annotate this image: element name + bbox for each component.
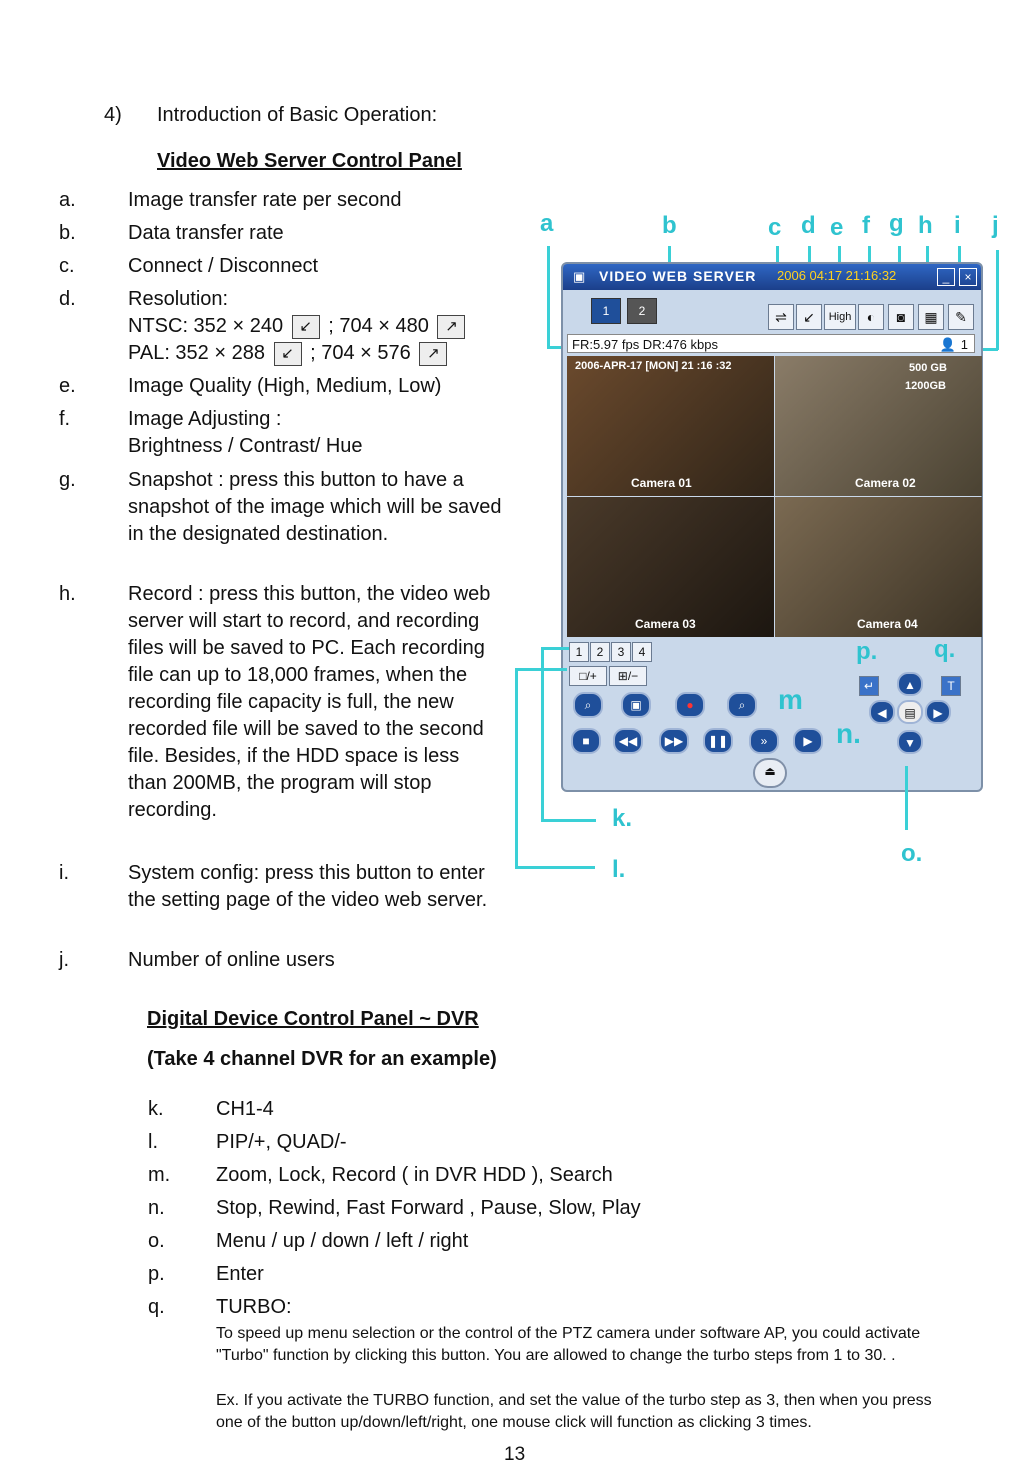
camera-label: Camera 02 [855, 476, 916, 490]
menu-button[interactable] [897, 700, 923, 724]
eject-icon: ⏏ [764, 764, 776, 778]
camera-view-3[interactable] [567, 497, 774, 637]
eject-button[interactable] [753, 758, 787, 788]
dvr-item-o-text: Menu / up / down / left / right [216, 1230, 469, 1252]
ntsc-w2: ; 704 [328, 315, 373, 337]
item-h-text: Record : press this button, the video web server will start to record, and recording files will be saved to PC. Each recording file can up to 18,000 frames, when the recording file capacity is full, the new recorded file will be saved to the second file. Besides, if the HDD space is less than 200MB, the program will stop recording. [128, 583, 491, 821]
down-button[interactable] [897, 730, 923, 754]
dvr-item-p-label: p. [148, 1263, 165, 1285]
hdd-capacity-1: 500 GB [909, 362, 947, 374]
item-f-sub: Brightness / Contrast/ Hue [128, 435, 363, 457]
dvr-item-k-label: k. [148, 1098, 164, 1120]
snapshot-button[interactable] [888, 304, 914, 330]
ch-2-button[interactable]: 2 [590, 642, 610, 662]
up-button[interactable] [897, 672, 923, 696]
callout-line-k-top [541, 647, 569, 650]
rate-readout: FR:5.97 fps DR:476 kbps [572, 337, 718, 352]
dvr-item-q-label: q. [148, 1296, 165, 1318]
callout-h: h [918, 212, 933, 239]
left-icon: ◀ [877, 706, 887, 720]
view-tab-1[interactable]: 1 [591, 298, 621, 324]
pal-label: PAL: 352 [128, 342, 209, 364]
right-icon: ▶ [933, 706, 943, 720]
callout-b: b [662, 212, 677, 239]
item-c-label: c. [59, 255, 75, 277]
times-sign: × [378, 315, 390, 337]
camera-icon: ◙ [896, 309, 906, 325]
ch-4-button[interactable]: 4 [632, 642, 652, 662]
date-overlay: 2006-APR-17 [MON] 21 :16 :32 [575, 360, 732, 372]
callout-line-j [996, 250, 999, 350]
rewind-icon: ◀◀ [618, 734, 638, 748]
callout-q: q. [934, 636, 956, 663]
callout-line-o [905, 766, 908, 830]
item-b-text: Data transfer rate [128, 222, 284, 244]
turbo-icon: T [947, 679, 955, 693]
dvr-item-n-text: Stop, Rewind, Fast Forward , Pause, Slow, Play [216, 1197, 641, 1219]
callout-e: e [830, 214, 844, 241]
callout-line-a [547, 246, 550, 348]
expand-icon: ↗ [419, 342, 447, 366]
item-g-label: g. [59, 469, 76, 491]
lock-icon: ▣ [630, 698, 642, 712]
video-web-server-window [561, 262, 983, 792]
dvr-item-q-text: TURBO: [216, 1296, 292, 1318]
callout-m: m [778, 684, 803, 715]
ch-3-button[interactable]: 3 [611, 642, 631, 662]
contrast-icon: ◐ [866, 309, 876, 325]
item-b-label: b. [59, 222, 76, 244]
callout-l: l. [612, 856, 626, 883]
film-icon: ▦ [924, 309, 938, 325]
dvr-item-p-text: Enter [216, 1263, 264, 1285]
stop-icon: ■ [582, 734, 590, 748]
play-icon: ▶ [803, 734, 813, 748]
callout-p: p. [856, 638, 878, 665]
online-users: 1 [960, 337, 968, 352]
item-a-label: a. [59, 189, 76, 211]
clock: 2006 04:17 21:16:32 [777, 268, 897, 283]
camera-view-2[interactable] [775, 356, 982, 496]
enter-icon: ↵ [863, 679, 875, 693]
callout-line-k-h [541, 819, 596, 822]
hdd-capacity-2: 1200GB [905, 380, 946, 392]
times-sign: × [360, 342, 372, 364]
turbo-example: Ex. If you activate the TURBO function, and set the value of the turbo step as 3, then when you press one of the button up/down/left/right, one mouse click will function as clicking 3 times. [216, 1392, 932, 1431]
turbo-description: To speed up menu selection or the control of the PTZ camera under software AP, you could activate "Turbo" function by clicking this button. You are allowed to change the turbo steps from 1 to 30. . [216, 1325, 921, 1364]
item-d-text: Resolution: [128, 288, 229, 310]
ntsc-line [128, 313, 468, 340]
item-a-text: Image transfer rate per second [128, 189, 402, 211]
camera-label: Camera 04 [857, 617, 918, 631]
item-d-label: d. [59, 288, 76, 310]
camera-view-4[interactable] [775, 497, 982, 637]
ntsc-h2: 480 [395, 315, 429, 337]
callout-line-l-top [515, 668, 567, 671]
callout-a: a [540, 210, 554, 237]
callout-o: o. [901, 840, 923, 867]
item-f-text: Image Adjusting : [128, 408, 282, 430]
callout-line-k [541, 647, 544, 821]
times-sign: × [232, 315, 245, 337]
slow-icon: » [760, 734, 768, 748]
pal-line [128, 340, 450, 367]
connect-button[interactable] [768, 304, 794, 330]
camera-view-1[interactable] [567, 356, 774, 496]
page-number: 13 [504, 1444, 526, 1465]
item-e-text: Image Quality (High, Medium, Low) [128, 375, 442, 397]
item-e-label: e. [59, 375, 76, 397]
resolution-button[interactable] [796, 304, 822, 330]
resolution-icon: ↙ [803, 309, 815, 325]
status-bar [567, 334, 975, 353]
direction-pad [867, 670, 951, 754]
dvr-item-k-text: CH1-4 [216, 1098, 274, 1120]
dvr-heading: Digital Device Control Panel ~ DVR [147, 1008, 479, 1030]
section-number: 4) [104, 104, 122, 126]
close-button[interactable]: × [959, 268, 977, 286]
adjust-button[interactable] [858, 304, 884, 330]
record-icon: ● [686, 698, 694, 712]
down-icon: ▼ [904, 736, 916, 750]
camera-label: Camera 03 [635, 617, 696, 631]
left-button[interactable] [869, 700, 895, 724]
ntsc-h: 240 [249, 315, 284, 337]
pal-h2: 576 [377, 342, 411, 364]
fast-forward-button[interactable] [659, 728, 689, 754]
dvr-subheading: (Take 4 channel DVR for an example) [147, 1048, 497, 1070]
callout-c: c [768, 214, 782, 241]
title-bar [563, 264, 981, 290]
zoom-button[interactable] [573, 692, 603, 718]
pause-button[interactable] [703, 728, 733, 754]
item-f-label: f. [59, 408, 71, 430]
item-j-label: j. [59, 949, 69, 971]
item-g-text: Snapshot : press this button to have a snapshot of the image which will be saved in the designated destination. [128, 469, 502, 545]
callout-j: j [992, 212, 999, 239]
app-title: VIDEO WEB SERVER [599, 268, 757, 284]
callout-f: f [862, 212, 870, 239]
dvr-item-n-label: n. [148, 1197, 165, 1219]
record-button[interactable] [918, 304, 944, 330]
pause-icon: ❚❚ [707, 734, 729, 748]
callout-d: d [801, 212, 816, 239]
callout-n: n. [836, 718, 861, 749]
shrink-icon: ↙ [292, 315, 320, 339]
app-logo-icon: ▣ [573, 269, 586, 284]
dvr-item-l-label: l. [148, 1131, 158, 1153]
ntsc-label: NTSC: 352 [128, 315, 227, 337]
user-icon: 👤 [939, 337, 956, 352]
rewind-button[interactable] [613, 728, 643, 754]
callout-k: k. [612, 805, 633, 832]
expand-icon: ↗ [437, 315, 465, 339]
callout-i: i [954, 212, 961, 239]
dvr-record-button[interactable] [675, 692, 705, 718]
ch-1-button[interactable]: 1 [569, 642, 589, 662]
times-sign: × [214, 342, 227, 364]
quad-button[interactable]: ⊞/− [609, 666, 647, 686]
minimize-button[interactable]: _ [937, 268, 955, 286]
menu-icon: ▤ [904, 706, 916, 720]
tools-icon: ✎ [955, 309, 967, 325]
quality-button[interactable]: High [824, 304, 856, 330]
item-i-text: System config: press this button to enter the setting page of the video web server. [128, 862, 488, 911]
config-button[interactable] [948, 304, 974, 330]
up-icon: ▲ [904, 678, 916, 692]
vws-heading: Video Web Server Control Panel [157, 150, 462, 172]
pip-button[interactable]: □/+ [569, 666, 607, 686]
search-icon: ⌕ [738, 698, 746, 712]
item-c-text: Connect / Disconnect [128, 255, 319, 277]
zoom-icon: ⌕ [584, 698, 592, 712]
dvr-item-m-text: Zoom, Lock, Record ( in DVR HDD ), Search [216, 1164, 613, 1186]
item-j-text: Number of online users [128, 949, 335, 971]
lock-button[interactable] [621, 692, 651, 718]
section-title: Introduction of Basic Operation: [157, 104, 438, 126]
dvr-item-o-label: o. [148, 1230, 165, 1252]
play-button[interactable] [793, 728, 823, 754]
callout-g: g [889, 210, 904, 237]
dvr-item-l-text: PIP/+, QUAD/- [216, 1131, 347, 1153]
callout-line-l-h [515, 866, 595, 869]
dvr-item-m-label: m. [148, 1164, 171, 1186]
right-button[interactable] [925, 700, 951, 724]
pal-w2: ; 704 [310, 342, 355, 364]
search-button[interactable] [727, 692, 757, 718]
fast-forward-icon: ▶▶ [664, 734, 684, 748]
connect-icon: ⇌ [775, 309, 787, 325]
callout-line-l [515, 668, 518, 868]
pal-h: 288 [231, 342, 265, 364]
slow-button[interactable] [749, 728, 779, 754]
camera-label: Camera 01 [631, 476, 692, 490]
shrink-icon: ↙ [274, 342, 302, 366]
stop-button[interactable] [571, 728, 601, 754]
item-i-label: i. [59, 862, 69, 884]
view-tab-2[interactable]: 2 [627, 298, 657, 324]
item-h-label: h. [59, 583, 76, 605]
